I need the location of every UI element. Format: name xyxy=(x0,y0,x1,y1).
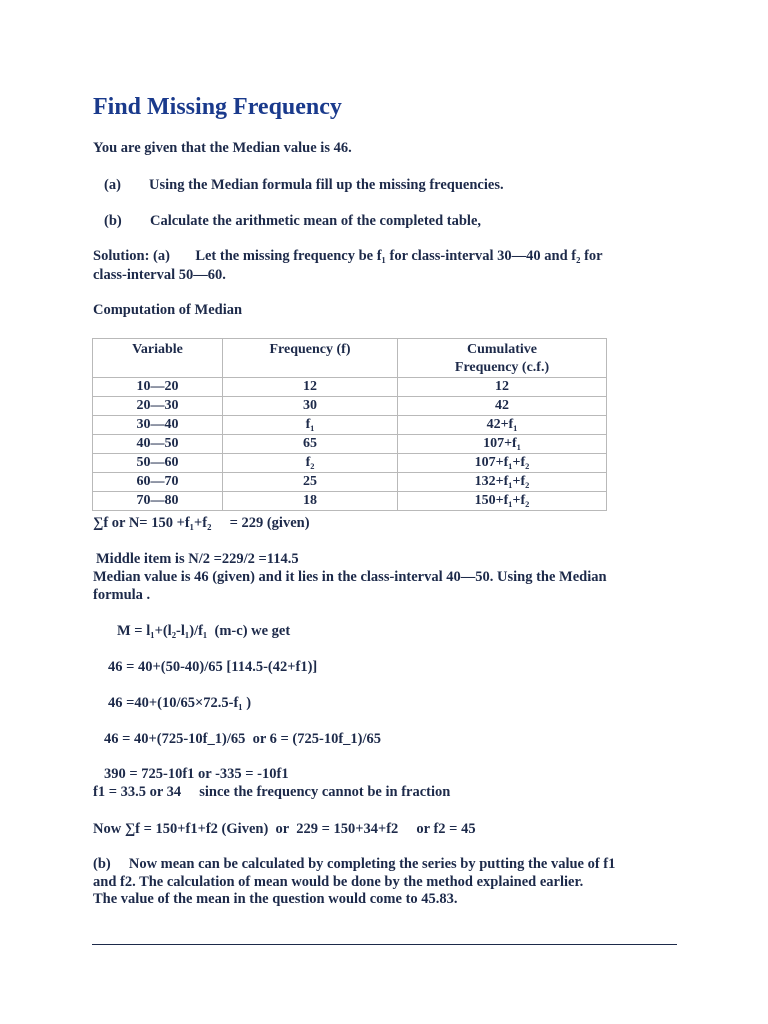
step-1: 46 = 40+(50-40)/65 [114.5-(42+f1)] xyxy=(108,659,318,675)
step-5: f1 = 33.5 or 34 since the frequency cannot be in fraction xyxy=(93,784,451,800)
cell-variable: 30—40 xyxy=(93,416,223,435)
intro-text: You are given that the Median value is 46. xyxy=(93,140,352,156)
question-a-label: (a) xyxy=(104,177,121,193)
step-4: 390 = 725-10f1 or -335 = -10f1 xyxy=(104,766,289,782)
table-row xyxy=(93,473,607,492)
cell-variable: 10—20 xyxy=(93,378,223,397)
table-header-row xyxy=(93,339,607,378)
cell-frequency: 30 xyxy=(223,397,398,416)
step-3: 46 = 40+(725-10f_1)/65 or 6 = (725-10f_1)/65 xyxy=(104,731,382,747)
header-frequency: Frequency (f) xyxy=(223,339,398,378)
table-row xyxy=(93,454,607,473)
question-b-label: (b) xyxy=(104,213,122,229)
header-cumulative-frequency-text: Cumulative Frequency (c.f.) xyxy=(454,342,550,375)
question-a-text: Using the Median formula fill up the missing frequencies. xyxy=(149,177,504,193)
cell-variable: 50—60 xyxy=(93,454,223,473)
median-formula: M = l₁+(l₂-l₁)/f₁ (m-c) we get xyxy=(117,623,291,639)
frequency-table xyxy=(92,338,607,511)
cell-variable: 70—80 xyxy=(93,492,223,511)
now-sum-line: Now ∑f = 150+f1+f2 (Given) or 229 = 150+34+f2 or f2 = 45 xyxy=(93,821,476,837)
cell-variable: 40—50 xyxy=(93,435,223,454)
cell-cumulative: 107+f₁ xyxy=(398,435,607,454)
cell-frequency: 25 xyxy=(223,473,398,492)
cell-cumulative: 12 xyxy=(398,378,607,397)
cell-cumulative: 132+f₁+f₂ xyxy=(398,473,607,492)
table-row xyxy=(93,435,607,454)
middle-item-line: Middle item is N/2 =229/2 =114.5 xyxy=(96,551,299,567)
part-b-line-1: (b) Now mean can be calculated by completing the series by putting the value of f1 xyxy=(93,856,616,872)
question-b-text: Calculate the arithmetic mean of the completed table, xyxy=(150,213,482,229)
cell-frequency: 65 xyxy=(223,435,398,454)
cell-variable: 60—70 xyxy=(93,473,223,492)
cell-variable: 20—30 xyxy=(93,397,223,416)
median-line-2: formula . xyxy=(93,587,151,603)
cell-frequency: f₁ xyxy=(223,416,398,435)
table-row xyxy=(93,416,607,435)
header-variable: Variable xyxy=(93,339,223,378)
cell-cumulative: 42 xyxy=(398,397,607,416)
table-row xyxy=(93,492,607,511)
cell-frequency: 18 xyxy=(223,492,398,511)
solution-line-2: class-interval 50—60. xyxy=(93,267,226,283)
cell-cumulative: 150+f₁+f₂ xyxy=(398,492,607,511)
table-row xyxy=(93,378,607,397)
part-b-line-2: and f2. The calculation of mean would be done by the method explained earlier. xyxy=(93,874,584,890)
solution-line-1: Solution: (a) Let the missing frequency be f₁ for class-interval 30—40 and f₂ for xyxy=(93,248,603,264)
median-line-1: Median value is 46 (given) and it lies in the class-interval 40—50. Using the Median xyxy=(93,569,607,585)
cell-frequency: 12 xyxy=(223,378,398,397)
bottom-divider xyxy=(92,944,677,945)
cell-frequency: f₂ xyxy=(223,454,398,473)
cell-cumulative: 107+f₁+f₂ xyxy=(398,454,607,473)
step-2: 46 =40+(10/65×72.5-f₁ ) xyxy=(108,695,252,711)
table-caption: Computation of Median xyxy=(93,302,243,318)
cell-cumulative: 42+f₁ xyxy=(398,416,607,435)
header-cumulative-frequency xyxy=(398,339,607,378)
table-row xyxy=(93,397,607,416)
sum-line: ∑f or N= 150 +f₁+f₂ = 229 (given) xyxy=(93,515,310,531)
part-b-line-3: The value of the mean in the question would come to 45.83. xyxy=(93,891,458,907)
page-title: Find Missing Frequency xyxy=(93,94,342,120)
